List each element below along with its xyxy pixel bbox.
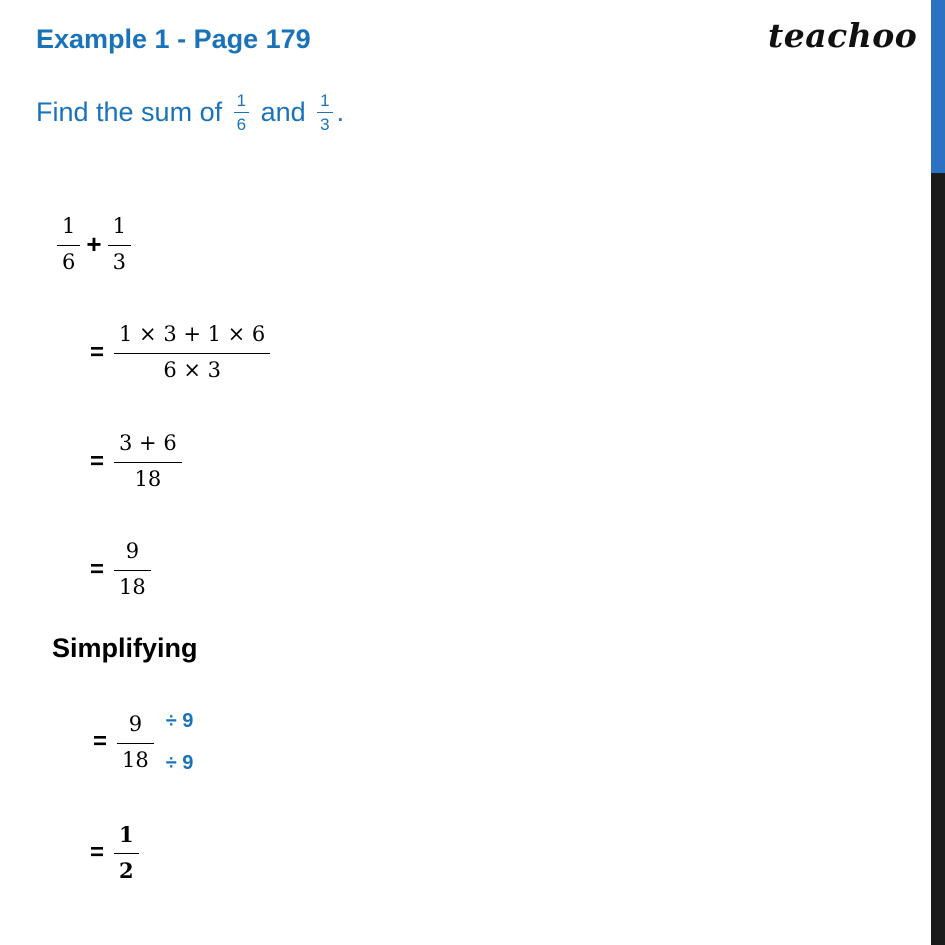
fraction-bar [234, 112, 249, 113]
fraction-denominator: 6 × 3 [163, 358, 221, 382]
equals-sign: = [93, 728, 108, 755]
step-4 [93, 711, 193, 773]
divide-annotations [166, 711, 194, 773]
fraction-numerator: 1 × 3 + 1 × 6 [119, 322, 266, 346]
fraction-bar [317, 112, 332, 113]
fraction-bar [114, 570, 151, 571]
expression [57, 216, 131, 273]
fraction-bar [108, 245, 131, 246]
step-1-fraction [114, 324, 270, 381]
equals-sign: = [90, 447, 105, 475]
fraction-numerator: 1 [119, 822, 134, 847]
simplifying-heading: Simplifying [52, 633, 198, 663]
question-fraction-2 [317, 92, 332, 133]
fraction-denominator: 18 [134, 467, 162, 491]
fraction-denominator: 18 [122, 747, 149, 772]
expr-fraction-2 [108, 216, 131, 273]
fraction-bar [114, 462, 182, 463]
question-prefix: Find the sum of [36, 97, 230, 127]
fraction-numerator: 1 [320, 91, 330, 110]
question-middle: and [253, 97, 314, 127]
equals-sign: = [90, 838, 105, 866]
question-suffix: . [336, 97, 345, 127]
fraction-numerator: 1 [236, 91, 247, 110]
plus-operator: + [86, 229, 102, 259]
step-2 [90, 433, 182, 490]
fraction-denominator: 2 [119, 858, 134, 883]
fraction-denominator: 6 [62, 250, 76, 274]
step-1 [90, 324, 270, 381]
result-fraction [114, 824, 139, 881]
result [90, 824, 139, 881]
step-3-fraction [114, 541, 151, 598]
fraction-denominator: 6 [236, 115, 247, 134]
teachoo-logo[interactable]: teachoo [768, 16, 918, 55]
fraction-bar [114, 353, 270, 354]
expr-fraction-1 [57, 216, 80, 273]
fraction-numerator: 9 [125, 539, 140, 563]
step-4-fraction [117, 711, 154, 772]
page-title: Example 1 - Page 179 [36, 24, 311, 54]
equals-sign: = [90, 555, 105, 583]
fraction-bar [117, 743, 154, 744]
divide-numerator-note: ÷ 9 [165, 710, 194, 732]
fraction-numerator: 1 [62, 214, 76, 238]
scrollbar-thumb[interactable] [931, 0, 945, 173]
fraction-denominator: 18 [119, 575, 146, 599]
fraction-numerator: 3 + 6 [119, 431, 177, 455]
fraction-denominator: 3 [320, 115, 330, 134]
step-2-fraction [114, 433, 182, 490]
fraction-bar [114, 853, 139, 854]
fraction-numerator: 1 [112, 214, 126, 238]
fraction-denominator: 3 [112, 250, 126, 274]
question-fraction-1 [234, 92, 249, 133]
step-3 [90, 541, 151, 598]
equals-sign: = [90, 338, 105, 366]
divide-denominator-note: ÷ 9 [165, 752, 194, 774]
fraction-bar [57, 245, 80, 246]
question-text [36, 92, 344, 133]
fraction-numerator: 9 [128, 711, 143, 736]
